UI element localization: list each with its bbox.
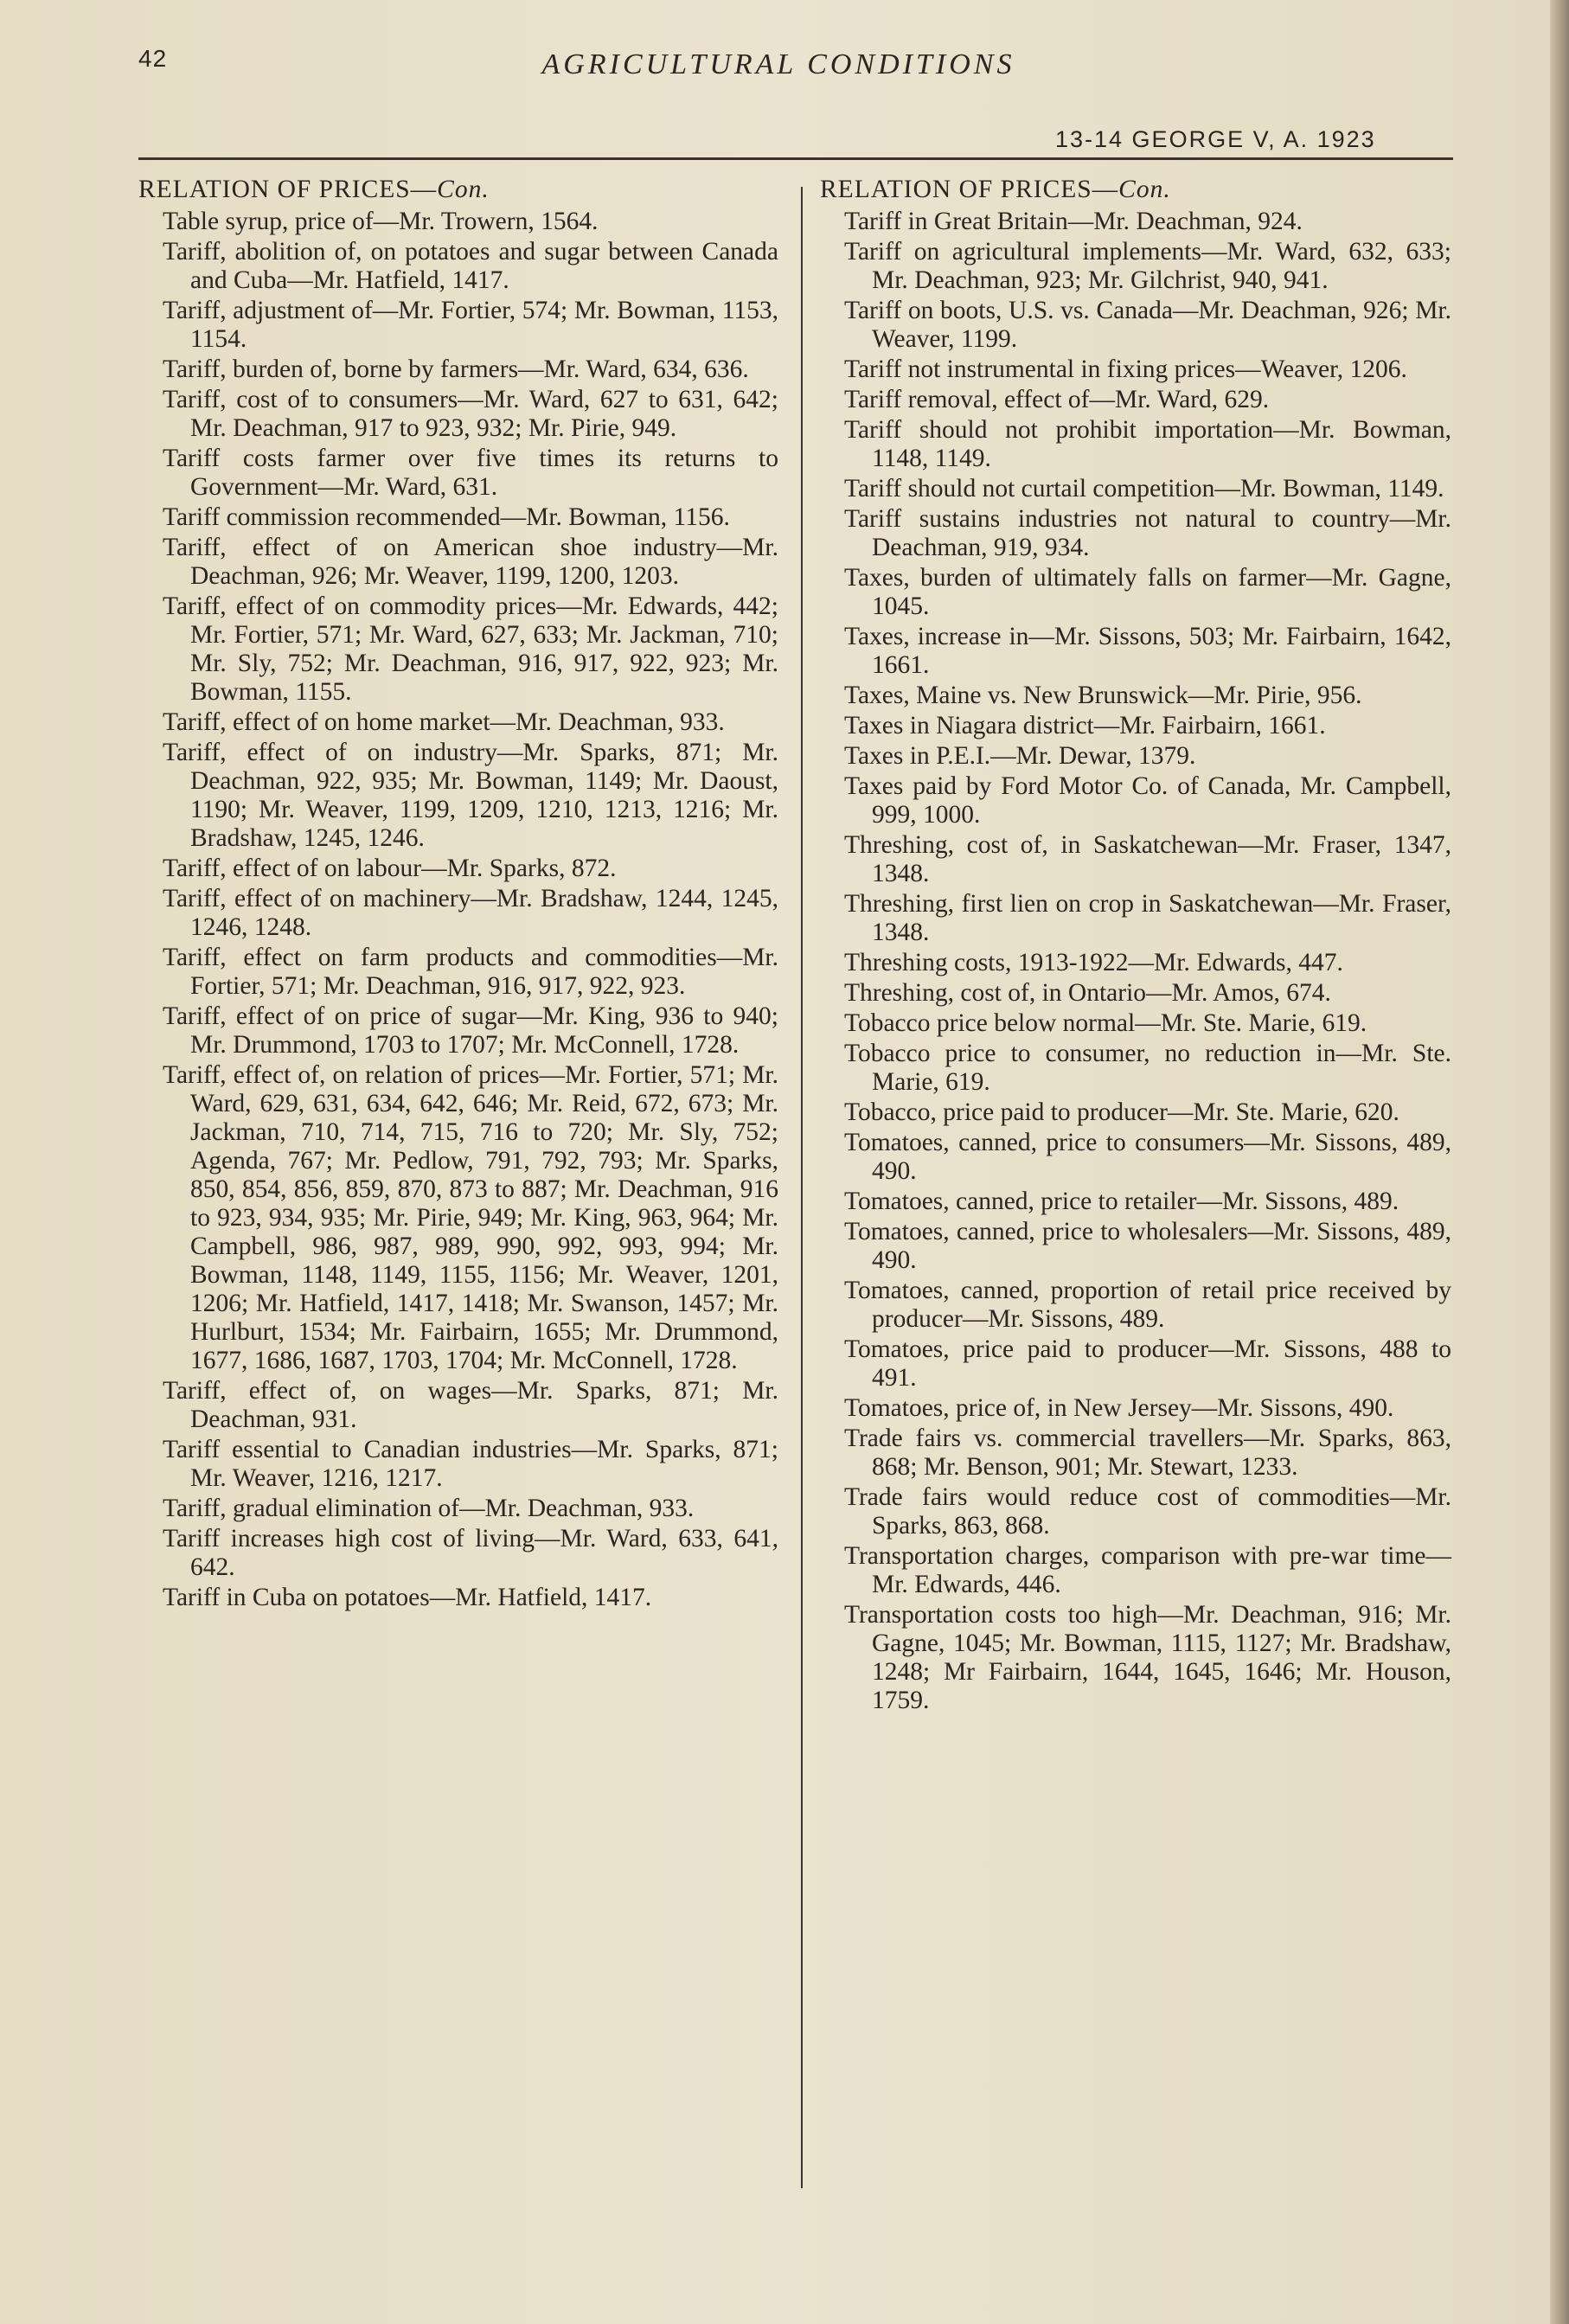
index-entry: Tariff, effect of on labour—Mr. Sparks, 872. xyxy=(163,855,617,882)
header-rule xyxy=(138,157,1453,160)
index-entry: Tariff, abolition of, on potatoes and sugar between Canada and Cuba—Mr. Hatfield, 1417. xyxy=(163,238,778,294)
right-entry-list xyxy=(820,208,1451,1715)
index-entry: Tariff essential to Canadian industries—Mr. Sparks, 871; Mr. Weaver, 1216, 1217. xyxy=(163,1436,778,1492)
index-entry: Tobacco, price paid to producer—Mr. Ste. Marie, 620. xyxy=(844,1098,1399,1126)
index-entry: Taxes, burden of ultimately falls on farmer—Mr. Gagne, 1045. xyxy=(844,564,1451,620)
index-entry: Transportation costs too high—Mr. Deachman, 916; Mr. Gagne, 1045; Mr. Bowman, 1115, 1127; Mr. Bradshaw, 1248; Mr Fairbairn, 1644, 1645, 1646; Mr. Houson, 1759. xyxy=(844,1601,1451,1714)
right-column xyxy=(820,176,1451,1717)
index-entry: Tariff, adjustment of—Mr. Fortier, 574; Mr. Bowman, 1153, 1154. xyxy=(163,297,778,353)
index-entry: Tariff, gradual elimination of—Mr. Deachman, 933. xyxy=(163,1495,695,1522)
heading-text: RELATION OF PRICES— xyxy=(820,176,1119,203)
index-entry: Tobacco price to consumer, no reduction in—Mr. Ste. Marie, 619. xyxy=(844,1040,1451,1096)
index-entry: Tariff not instrumental in fixing prices—Weaver, 1206. xyxy=(844,355,1407,383)
left-entry-list xyxy=(138,208,778,1612)
heading-continued: Con. xyxy=(1118,176,1171,203)
index-entry: Tariff costs farmer over five times its returns to Government—Mr. Ward, 631. xyxy=(163,445,778,501)
index-entry: Tariff, effect of, on wages—Mr. Sparks, 871; Mr. Deachman, 931. xyxy=(163,1377,778,1433)
index-entry: Tariff, effect of on commodity prices—Mr. Edwards, 442; Mr. Fortier, 571; Mr. Ward, 627, 633; Mr. Jackman, 710; Mr. Sly, 752; Mr. Deachman, 916, 917, 922, 923; Mr. Bowman, 1155. xyxy=(163,592,778,706)
left-column-heading xyxy=(138,176,778,204)
index-entry: Tariff, cost of to consumers—Mr. Ward, 627 to 631, 642; Mr. Deachman, 917 to 923, 932; Mr. Pirie, 949. xyxy=(163,386,778,442)
index-entry: Tariff should not curtail competition—Mr. Bowman, 1149. xyxy=(844,475,1444,503)
index-entry: Tariff commission recommended—Mr. Bowman, 1156. xyxy=(163,503,730,531)
index-entry: Taxes paid by Ford Motor Co. of Canada, Mr. Campbell, 999, 1000. xyxy=(844,772,1451,829)
index-entry: Tariff should not prohibit importation—Mr. Bowman, 1148, 1149. xyxy=(844,416,1451,472)
index-entry: Tomatoes, canned, proportion of retail price received by producer—Mr. Sissons, 489. xyxy=(844,1277,1451,1333)
index-entry: Tomatoes, canned, price to consumers—Mr. Sissons, 489, 490. xyxy=(844,1129,1451,1185)
session-label: 13-14 GEORGE V, A. 1923 xyxy=(1055,126,1376,152)
page-number: 42 xyxy=(138,45,168,72)
index-entry: Tariff increases high cost of living—Mr. Ward, 633, 641, 642. xyxy=(163,1525,778,1581)
index-entry: Tomatoes, price paid to producer—Mr. Sissons, 488 to 491. xyxy=(844,1335,1451,1392)
index-entry: Tariff on agricultural implements—Mr. Ward, 632, 633; Mr. Deachman, 923; Mr. Gilchrist, 940, 941. xyxy=(844,238,1451,294)
index-entry: Tariff, burden of, borne by farmers—Mr. Ward, 634, 636. xyxy=(163,355,749,383)
right-column-heading xyxy=(820,176,1451,204)
index-entry: Tariff, effect of, on relation of prices—Mr. Fortier, 571; Mr. Ward, 629, 631, 634, 642, 646; Mr. Reid, 672, 673; Mr. Jackman, 710, 714, 715, 716 to 720; Mr. Sly, 752; Agenda, 767; Mr. Pedlow, 791, 792, 793; Mr. Sparks, 850, 854, 856, 859, 870, 873 to 887; Mr. Deachman, 916 to 923, 934, 935; Mr. Pirie, 949; Mr. King, 963, 964; Mr. Campbell, 986, 987, 989, 990, 992, 993, 994; Mr. Bowman, 1148, 1149, 1155, 1156; Mr. Weaver, 1201, 1206; Mr. Hatfield, 1417, 1418; Mr. Swanson, 1457; Mr. Hurlburt, 1534; Mr. Fairbairn, 1655; Mr. Drummond, 1677, 1686, 1687, 1703, 1704; Mr. McConnell, 1728. xyxy=(163,1061,778,1374)
index-entry: Threshing, cost of, in Saskatchewan—Mr. Fraser, 1347, 1348. xyxy=(844,831,1451,887)
index-entry: Tomatoes, price of, in New Jersey—Mr. Sissons, 490. xyxy=(844,1394,1394,1422)
index-entry: Tariff, effect of on home market—Mr. Deachman, 933. xyxy=(163,708,725,736)
index-entry: Tobacco price below normal—Mr. Ste. Marie, 619. xyxy=(844,1009,1367,1037)
index-entry: Trade fairs vs. commercial travellers—Mr. Sparks, 863, 868; Mr. Benson, 901; Mr. Stewart, 1233. xyxy=(844,1424,1451,1481)
index-entry: Tariff, effect of on industry—Mr. Sparks, 871; Mr. Deachman, 922, 935; Mr. Bowman, 1149; Mr. Daoust, 1190; Mr. Weaver, 1199, 1209, 1210, 1213, 1216; Mr. Bradshaw, 1245, 1246. xyxy=(163,739,778,852)
index-entry: Transportation charges, comparison with pre-war time—Mr. Edwards, 446. xyxy=(844,1542,1451,1598)
index-entry: Tariff, effect of on machinery—Mr. Bradshaw, 1244, 1245, 1246, 1248. xyxy=(163,885,778,941)
index-entry: Threshing, cost of, in Ontario—Mr. Amos, 674. xyxy=(844,979,1331,1007)
index-entry: Tariff, effect of on American shoe industry—Mr. Deachman, 926; Mr. Weaver, 1199, 1200, 1203. xyxy=(163,534,778,590)
index-entry: Taxes in Niagara district—Mr. Fairbairn, 1661. xyxy=(844,712,1326,739)
running-title: AGRICULTURAL CONDITIONS xyxy=(541,48,1015,80)
column-divider xyxy=(801,187,803,2188)
page-edge-shadow xyxy=(1550,0,1569,2324)
index-entry: Tariff sustains industries not natural to country—Mr. Deachman, 919, 934. xyxy=(844,505,1451,561)
heading-continued: Con. xyxy=(437,176,490,203)
index-entry: Tariff, effect on farm products and commodities—Mr. Fortier, 571; Mr. Deachman, 916, 917, 922, 923. xyxy=(163,944,778,1000)
index-entry: Taxes, increase in—Mr. Sissons, 503; Mr. Fairbairn, 1642, 1661. xyxy=(844,623,1451,679)
heading-text: RELATION OF PRICES— xyxy=(138,176,438,203)
index-entry: Taxes, Maine vs. New Brunswick—Mr. Pirie, 956. xyxy=(844,682,1362,709)
index-entry: Threshing, first lien on crop in Saskatchewan—Mr. Fraser, 1348. xyxy=(844,890,1451,946)
index-entry: Tariff on boots, U.S. vs. Canada—Mr. Deachman, 926; Mr. Weaver, 1199. xyxy=(844,297,1451,353)
left-column xyxy=(138,176,778,1614)
index-entry: Tariff in Great Britain—Mr. Deachman, 924. xyxy=(844,208,1303,235)
index-entry: Tomatoes, canned, price to wholesalers—Mr. Sissons, 489, 490. xyxy=(844,1218,1451,1274)
index-entry: Table syrup, price of—Mr. Trowern, 1564. xyxy=(163,208,599,235)
index-entry: Tariff, effect of on price of sugar—Mr. King, 936 to 940; Mr. Drummond, 1703 to 1707; Mr. McConnell, 1728. xyxy=(163,1002,778,1059)
index-entry: Taxes in P.E.I.—Mr. Dewar, 1379. xyxy=(844,742,1196,770)
index-entry: Threshing costs, 1913-1922—Mr. Edwards, 447. xyxy=(844,949,1343,976)
index-entry: Tomatoes, canned, price to retailer—Mr. Sissons, 489. xyxy=(844,1188,1399,1215)
index-entry: Tariff removal, effect of—Mr. Ward, 629. xyxy=(844,386,1270,413)
index-entry: Tariff in Cuba on potatoes—Mr. Hatfield, 1417. xyxy=(163,1584,652,1611)
index-entry: Trade fairs would reduce cost of commodities—Mr. Sparks, 863, 868. xyxy=(844,1483,1451,1540)
